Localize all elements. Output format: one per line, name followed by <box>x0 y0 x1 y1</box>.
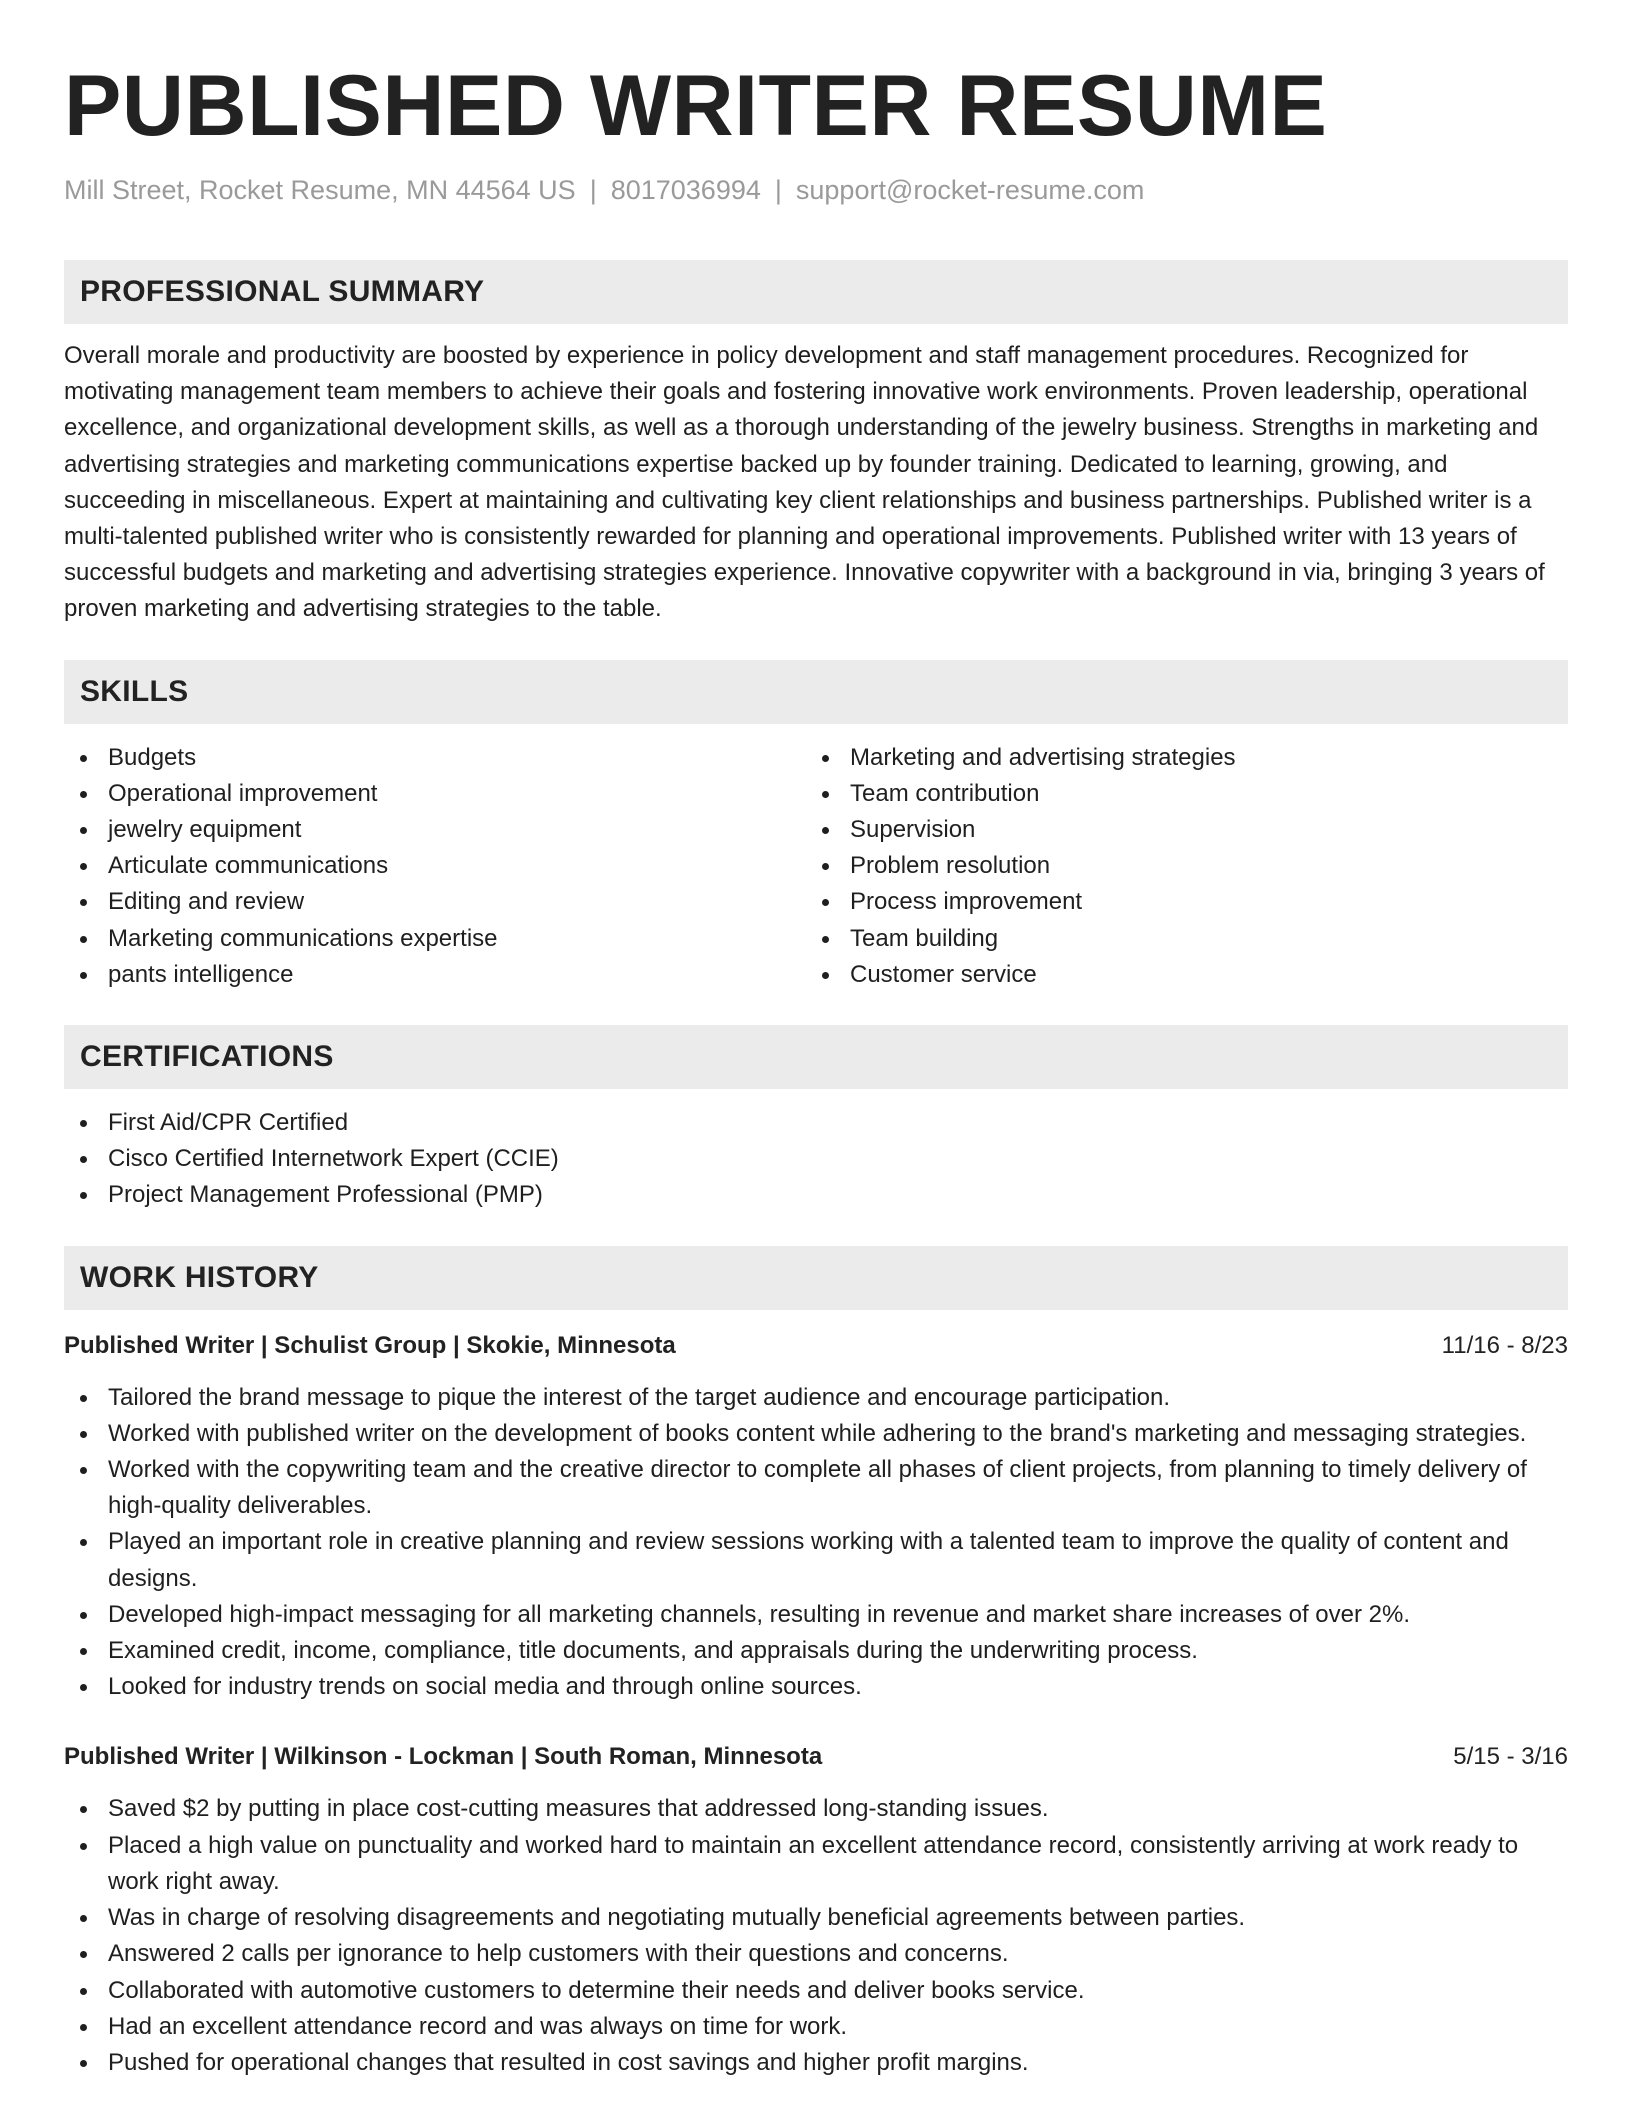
skill-item: Operational improvement <box>64 776 806 812</box>
job-header <box>64 1739 1568 1775</box>
job-bullet: Examined credit, income, compliance, title documents, and appraisals during the underwriting process. <box>64 1633 1568 1669</box>
section-header-skills: SKILLS <box>64 660 1568 724</box>
job-entry <box>64 1328 1568 1706</box>
skill-item: Team contribution <box>806 776 1548 812</box>
job-header <box>64 1328 1568 1364</box>
contact-separator: | <box>774 175 782 205</box>
job-title: Published Writer | Wilkinson - Lockman | South Roman, Minnesota <box>64 1743 823 1771</box>
job-bullet: Tailored the brand message to pique the interest of the target audience and encourage participation. <box>64 1380 1568 1416</box>
job-bullet: Saved $2 by putting in place cost-cutting measures that addressed long-standing issues. <box>64 1791 1568 1827</box>
skill-item: Process improvement <box>806 884 1548 920</box>
section-header-summary: PROFESSIONAL SUMMARY <box>64 260 1568 324</box>
resume-title: PUBLISHED WRITER RESUME <box>64 58 1328 154</box>
job-bullet: Was in charge of resolving disagreements and negotiating mutually beneficial agreements between parties. <box>64 1900 1568 1936</box>
skill-item: Customer service <box>806 957 1548 993</box>
job-bullet: Worked with the copywriting team and the creative director to complete all phases of client projects, from planning to timely delivery of high-quality deliverables. <box>64 1452 1568 1524</box>
skills-list-right <box>806 740 1548 993</box>
job-dates: 5/15 - 3/16 <box>1453 1743 1568 1771</box>
contact-separator: | <box>589 175 597 205</box>
contact-email: support@rocket-resume.com <box>795 175 1145 205</box>
job-bullet: Played an important role in creative planning and review sessions working with a talented team to improve the quality of content and designs. <box>64 1524 1568 1596</box>
skill-item: pants intelligence <box>64 957 806 993</box>
skill-item: jewelry equipment <box>64 812 806 848</box>
resume-page <box>64 0 1568 2081</box>
contact-line <box>64 172 1568 208</box>
job-bullet: Answered 2 calls per ignorance to help customers with their questions and concerns. <box>64 1936 1568 1972</box>
job-bullet: Developed high-impact messaging for all marketing channels, resulting in revenue and market share increases of over 2%. <box>64 1597 1568 1633</box>
skill-item: Editing and review <box>64 884 806 920</box>
certification-item: First Aid/CPR Certified <box>64 1105 1568 1141</box>
contact-address: Mill Street, Rocket Resume, MN 44564 US <box>64 175 576 205</box>
skills-columns <box>64 740 1568 993</box>
skill-item: Marketing and advertising strategies <box>806 740 1548 776</box>
job-bullet: Collaborated with automotive customers to determine their needs and deliver books service. <box>64 1973 1568 2009</box>
skill-item: Supervision <box>806 812 1548 848</box>
job-bullet: Looked for industry trends on social media and through online sources. <box>64 1669 1568 1705</box>
summary-text: Overall morale and productivity are boosted by experience in policy development and staff management procedures. Recognized for motivating management team members to achieve their goals and fostering innovative work environments. Proven leadership, operational excellence, and organizational development skills, as well as a thorough understanding of the jewelry business. Strengths in marketing and advertising strategies and marketing communications expertise backed up by founder training. Dedicated to learning, growing, and succeeding in miscellaneous. Expert at maintaining and cultivating key client relationships and business partnerships. Published writer is a multi-talented published writer who is consistently rewarded for planning and operational improvements. Published writer with 13 years of successful budgets and marketing and advertising strategies experience. Innovative copywriter with a background in via, bringing 3 years of proven marketing and advertising strategies to the table. <box>64 342 1545 623</box>
skill-item: Marketing communications expertise <box>64 921 806 957</box>
skill-item: Team building <box>806 921 1548 957</box>
job-entry <box>64 1739 1568 2081</box>
section-header-certifications: CERTIFICATIONS <box>64 1025 1568 1089</box>
job-bullet: Worked with published writer on the development of books content while adhering to the brand's marketing and messaging strategies. <box>64 1416 1568 1452</box>
skill-item: Articulate communications <box>64 848 806 884</box>
skills-list-left <box>64 740 806 993</box>
skill-item: Problem resolution <box>806 848 1548 884</box>
job-bullet: Had an excellent attendance record and was always on time for work. <box>64 2009 1568 2045</box>
job-bullets <box>64 1791 1568 2081</box>
certifications-list <box>64 1105 1568 1214</box>
certification-item: Cisco Certified Internetwork Expert (CCIE) <box>64 1141 1568 1177</box>
section-header-work-history: WORK HISTORY <box>64 1246 1568 1310</box>
job-title: Published Writer | Schulist Group | Skokie, Minnesota <box>64 1331 676 1359</box>
contact-phone: 8017036994 <box>610 175 761 205</box>
job-dates: 11/16 - 8/23 <box>1441 1331 1568 1359</box>
skill-item: Budgets <box>64 740 806 776</box>
job-bullet: Pushed for operational changes that resulted in cost savings and higher profit margins. <box>64 2045 1568 2081</box>
certification-item: Project Management Professional (PMP) <box>64 1177 1568 1213</box>
job-bullets <box>64 1380 1568 1706</box>
job-bullet: Placed a high value on punctuality and worked hard to maintain an excellent attendance record, consistently arriving at work ready to work right away. <box>64 1828 1568 1900</box>
